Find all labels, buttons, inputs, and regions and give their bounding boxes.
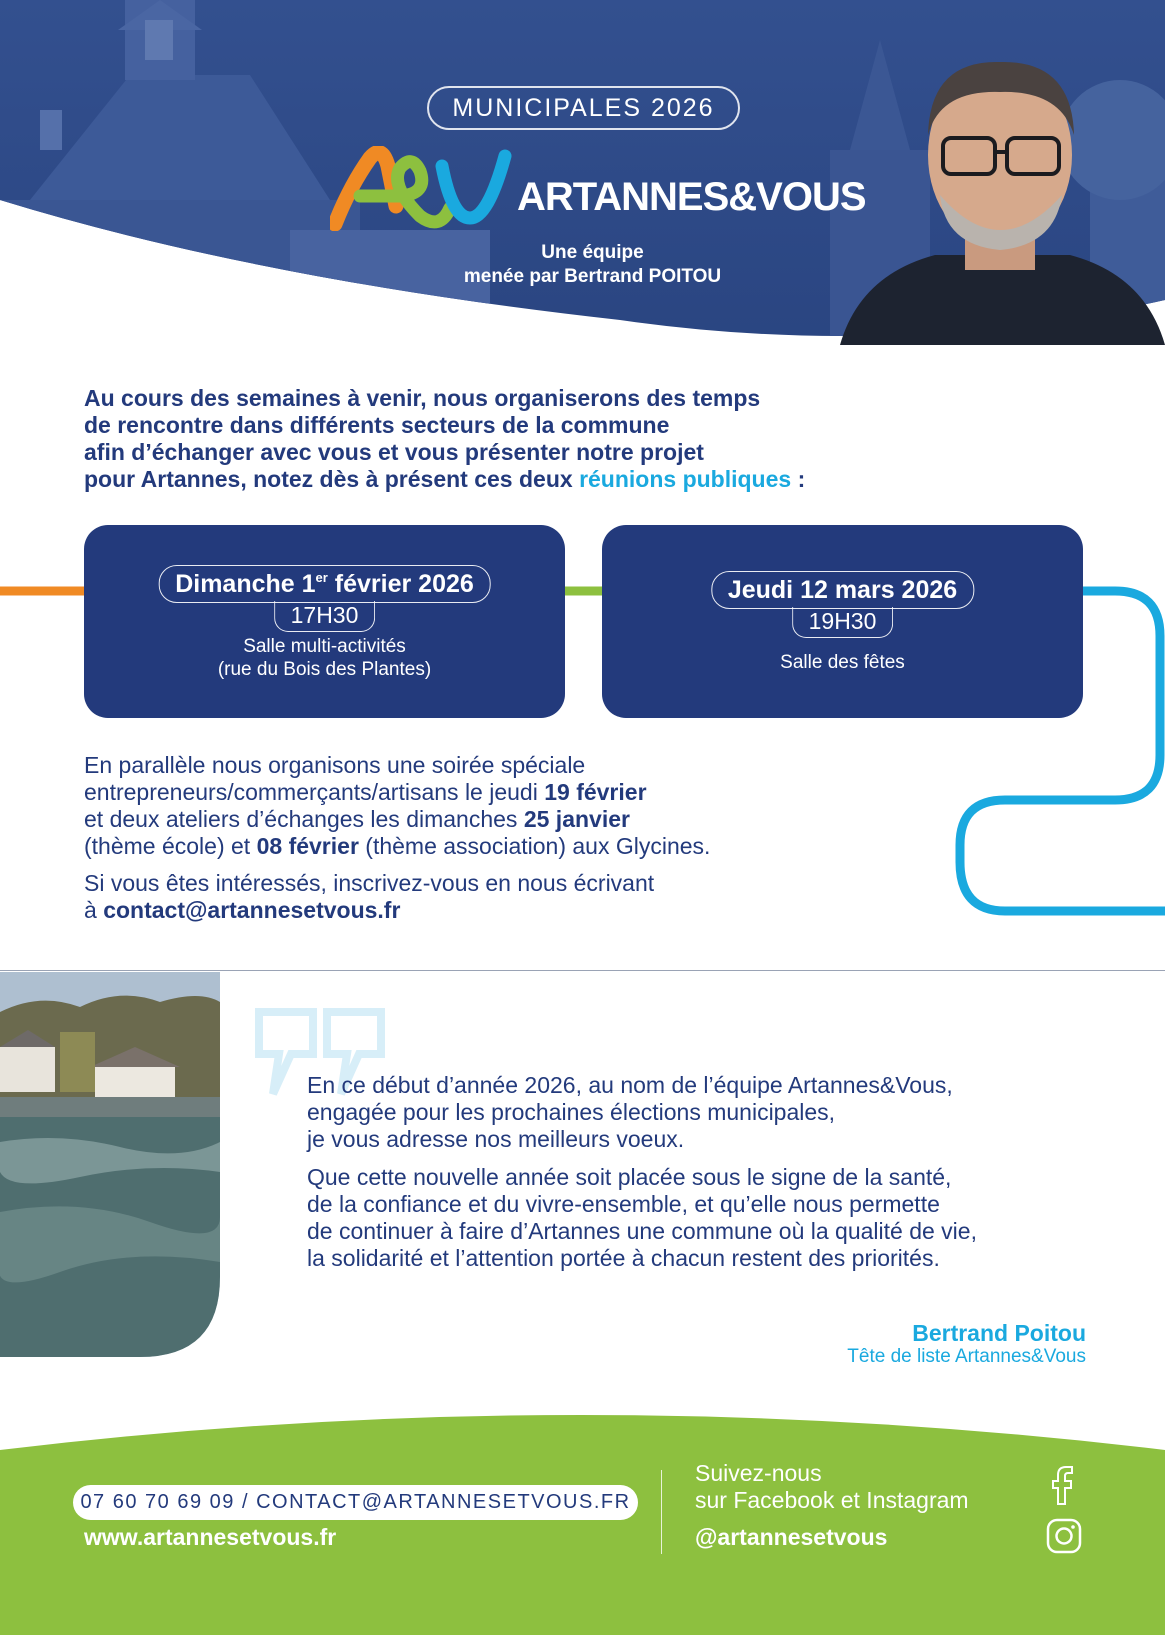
intro-text — [84, 385, 984, 493]
para-text: à — [84, 897, 104, 923]
event-date: Jeudi 12 mars 2026 — [711, 571, 974, 609]
tagline — [400, 241, 785, 289]
event-time: 19H30 — [792, 607, 894, 638]
signup-text — [84, 870, 924, 924]
event-date-suffix: février 2026 — [327, 570, 474, 598]
para-text: et deux ateliers d’échanges les dimanches — [84, 806, 524, 832]
intro-line: Au cours des semaines à venir, nous organiserons des temps — [84, 385, 761, 411]
facebook-icon[interactable] — [1047, 1466, 1077, 1506]
para-line — [84, 806, 924, 833]
intro-line4-end: : — [791, 466, 806, 492]
candidate-portrait — [840, 40, 1165, 345]
quote-paragraph-1 — [307, 1072, 1107, 1153]
follow-line: Suivez-nous — [695, 1460, 822, 1486]
municipales-badge: MUNICIPALES 2026 — [427, 86, 740, 130]
footer-separator — [661, 1470, 662, 1554]
para-text: entrepreneurs/commerçants/artisans le jeudi — [84, 779, 545, 805]
footer-band — [0, 1405, 1165, 1635]
event-card-1 — [84, 525, 565, 718]
quote-line: de continuer à faire d’Artannes une commune où la qualité de vie, — [307, 1218, 977, 1244]
tagline-line1: Une équipe — [541, 242, 644, 263]
contact-email-link[interactable]: contact@artannesetvous.fr — [103, 897, 401, 923]
event-date-prefix: Dimanche 1 — [175, 570, 316, 598]
para-date: 25 janvier — [523, 806, 630, 832]
intro-highlight: réunions publiques — [579, 466, 792, 492]
para-date: 19 février — [544, 779, 647, 805]
quote-line: la solidarité et l’attention portée à chacun restent des priorités. — [307, 1245, 940, 1271]
signature-role: Tête de liste Artannes&Vous — [847, 1346, 1086, 1367]
logo-mark-icon — [330, 146, 520, 231]
follow-text — [695, 1460, 969, 1514]
intro-line4-start: pour Artannes, notez dès à présent ces deux — [84, 466, 580, 492]
follow-line: sur Facebook et Instagram — [695, 1487, 969, 1513]
para-line — [84, 779, 924, 806]
quote-line: engagée pour les prochaines élections municipales, — [307, 1099, 836, 1125]
section-divider — [0, 970, 1165, 971]
quote-line: de la confiance et du vivre-ensemble, et qu’elle nous permette — [307, 1191, 940, 1217]
intro-line: de rencontre dans différents secteurs de la commune — [84, 412, 670, 438]
para-text: (thème école) et — [84, 833, 257, 859]
intro-line: afin d’échanger avec vous et vous présenter notre projet — [84, 439, 704, 465]
event-venue: Salle multi-activités — [243, 636, 406, 657]
quote-line: je vous adresse nos meilleurs voeux. — [307, 1126, 685, 1152]
para-date: 08 février — [256, 833, 359, 859]
para-line: Si vous êtes intéressés, inscrivez-vous en nous écrivant — [84, 870, 655, 896]
para-line — [84, 833, 924, 860]
event-date-sup: er — [315, 570, 328, 585]
event-venue-detail: (rue du Bois des Plantes) — [217, 659, 432, 680]
website-link[interactable]: www.artannesetvous.fr — [84, 1524, 337, 1550]
event-date — [158, 565, 491, 603]
event-venue: Salle des fêtes — [780, 652, 905, 673]
event-card-2 — [602, 525, 1083, 718]
quote-line: En ce début d’année 2026, au nom de l’équipe Artannes&Vous, — [307, 1072, 953, 1098]
para-text: (thème association) aux Glycines. — [358, 833, 711, 859]
intro-line — [84, 466, 984, 493]
tagline-line2: menée par Bertrand POITOU — [463, 266, 722, 287]
quote-paragraph-2 — [307, 1164, 1107, 1272]
quote-line: Que cette nouvelle année soit placée sous le signe de la santé, — [307, 1164, 952, 1190]
para-line: En parallèle nous organisons une soirée spéciale — [84, 752, 586, 778]
para-line — [84, 897, 924, 924]
parallel-events-text — [84, 752, 924, 860]
signature-name: Bertrand Poitou — [912, 1320, 1086, 1346]
contact-pill[interactable]: 07 60 70 69 09 / CONTACT@ARTANNESETVOUS.FR — [73, 1485, 638, 1520]
social-handle[interactable]: @artannesetvous — [695, 1524, 888, 1550]
instagram-icon[interactable] — [1046, 1518, 1082, 1554]
event-time: 17H30 — [274, 601, 376, 632]
header-banner — [0, 0, 1165, 345]
river-photo — [0, 972, 220, 1357]
brand-name: ARTANNES&VOUS — [517, 175, 866, 219]
